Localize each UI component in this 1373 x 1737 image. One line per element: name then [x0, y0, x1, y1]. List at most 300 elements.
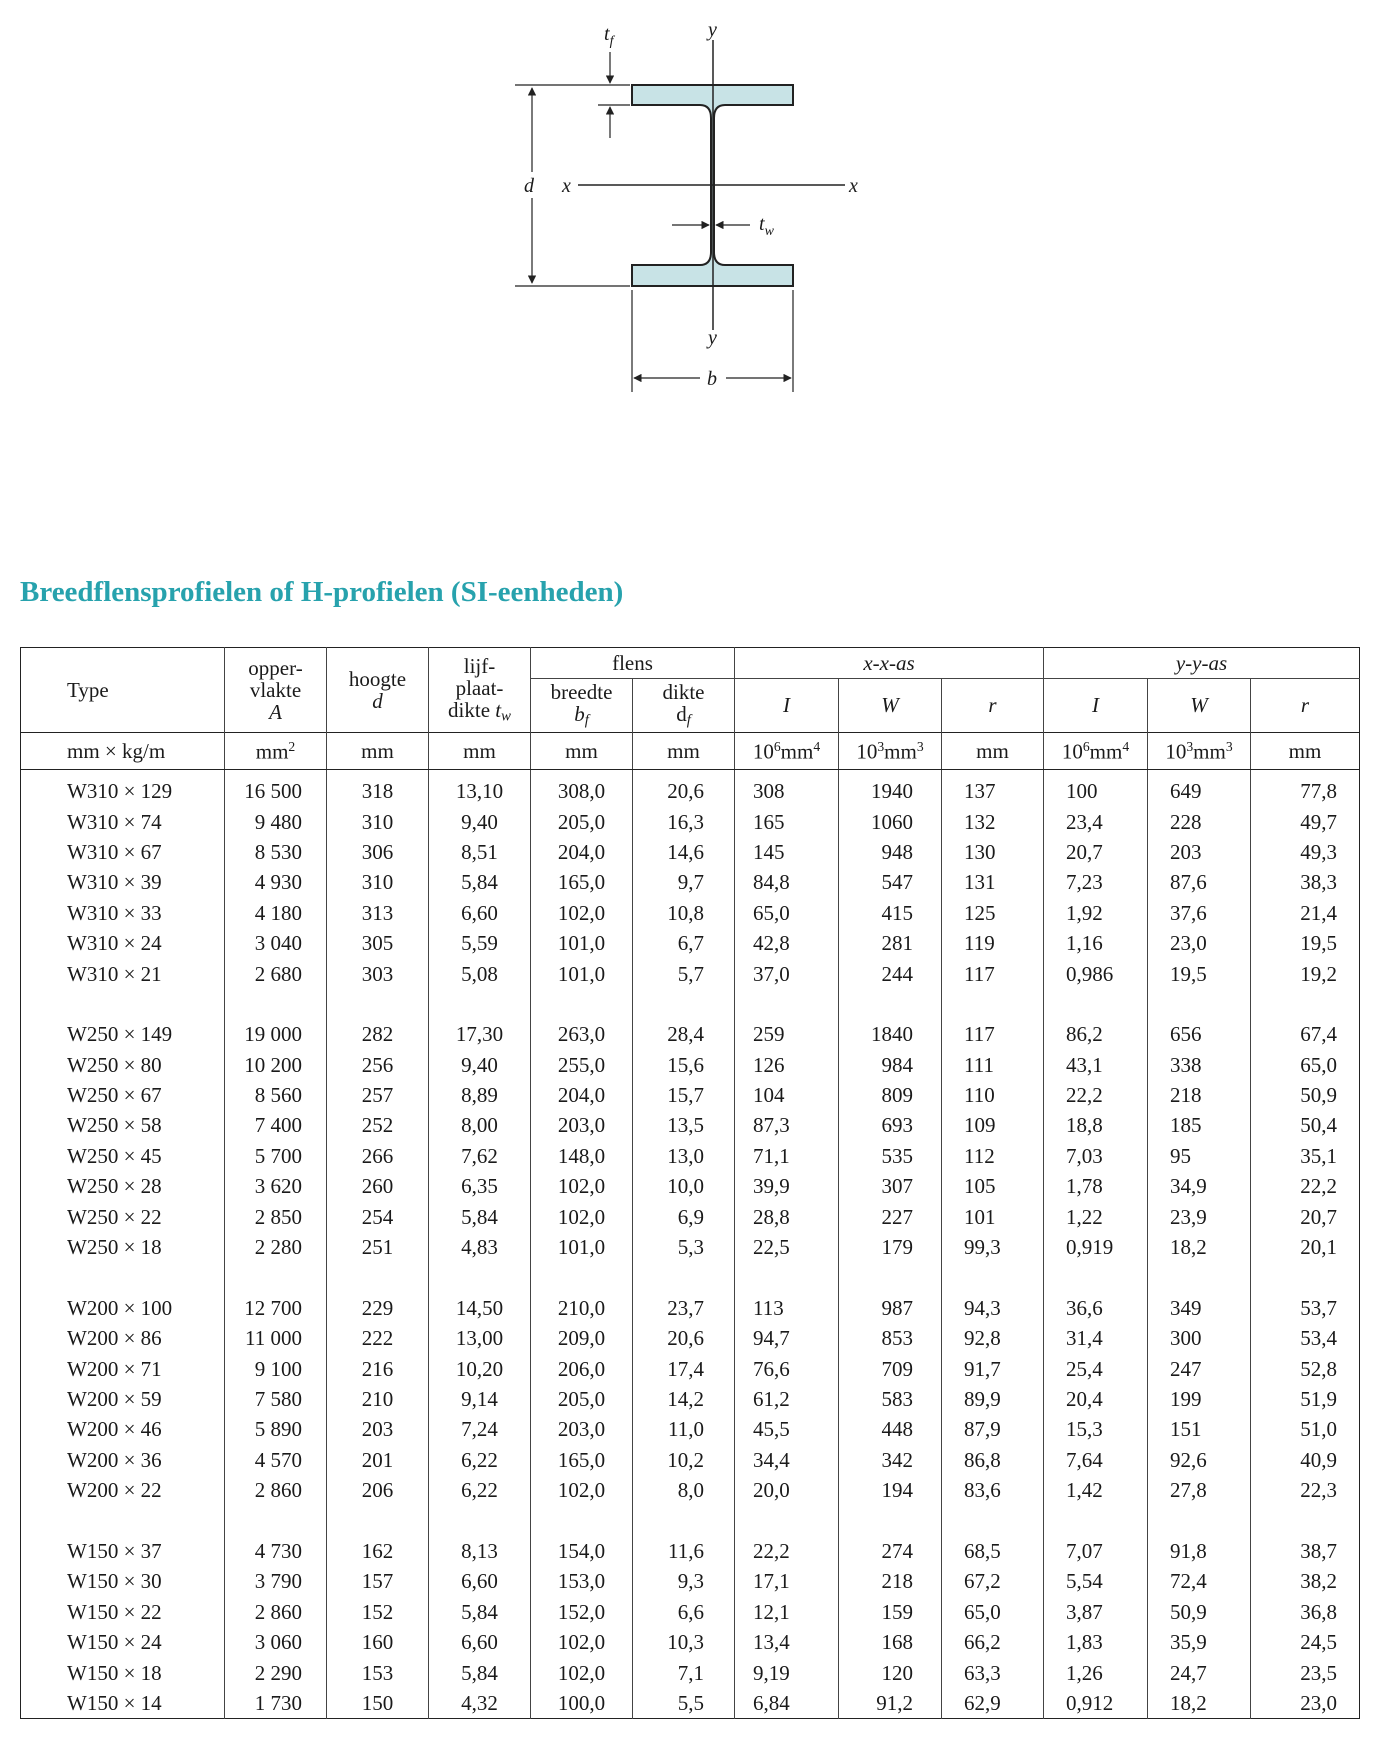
cell-area: 4 180 [225, 898, 327, 928]
y-bottom-label: y [708, 327, 717, 349]
group-spacer-row [21, 1262, 1360, 1292]
cell-rx: 119 [942, 928, 1044, 958]
cell-area: 4 930 [225, 867, 327, 897]
cell-area: 3 790 [225, 1566, 327, 1596]
cell-height: 210 [327, 1384, 429, 1414]
cell-flange-width: 165,0 [531, 1445, 633, 1475]
col-header-area [225, 648, 327, 733]
unit-area: $mm^2$ [225, 733, 327, 770]
tf-label: $t_f$ [604, 23, 614, 49]
cell-rx: 65,0 [942, 1597, 1044, 1627]
cell-flange-thickness: 6,7 [633, 928, 735, 958]
cell-web-thickness: 6,60 [429, 898, 531, 928]
flange-thickness-label: dikte [662, 680, 705, 705]
cell-ix: 42,8 [735, 928, 839, 958]
cell-type: W310 × 129 [21, 770, 225, 807]
cell-ix: 17,1 [735, 1566, 839, 1596]
cell-ix: 76,6 [735, 1353, 839, 1383]
cell-web-thickness: 14,50 [429, 1293, 531, 1323]
cell-web-thickness: 10,20 [429, 1353, 531, 1383]
cell-height: 251 [327, 1232, 429, 1262]
cell-height: 160 [327, 1627, 429, 1657]
x-right-label: x [849, 175, 858, 197]
cell-wx: 91,2 [839, 1688, 942, 1719]
cell-rx: 101 [942, 1201, 1044, 1231]
cell-flange-thickness: 23,7 [633, 1293, 735, 1323]
b-label: b [707, 368, 717, 390]
cell-area: 1 730 [225, 1688, 327, 1719]
cell-wy: 656 [1148, 1019, 1251, 1049]
cell-type: W250 × 67 [21, 1080, 225, 1110]
cell-rx: 131 [942, 867, 1044, 897]
cell-height: 282 [327, 1019, 429, 1049]
cell-web-thickness: 9,40 [429, 1050, 531, 1080]
cell-height: 162 [327, 1536, 429, 1566]
cell-flange-thickness: 9,7 [633, 867, 735, 897]
cell-wy: 203 [1148, 837, 1251, 867]
cell-ix: 22,2 [735, 1536, 839, 1566]
cell-rx: 109 [942, 1110, 1044, 1140]
cell-flange-thickness: 5,5 [633, 1688, 735, 1719]
cell-wx: 342 [839, 1445, 942, 1475]
cell-ix: 87,3 [735, 1110, 839, 1140]
cell-web-thickness: 4,32 [429, 1688, 531, 1719]
cell-iy: 1,26 [1044, 1657, 1148, 1687]
cell-rx: 62,9 [942, 1688, 1044, 1719]
cell-ry: 51,9 [1300, 1387, 1338, 1411]
cell-iy: 25,4 [1044, 1353, 1148, 1383]
cell-type: W310 × 67 [21, 837, 225, 867]
cell-flange-thickness: 16,3 [633, 806, 735, 836]
cell-flange-thickness: 10,8 [633, 898, 735, 928]
table-row [21, 1384, 1360, 1414]
cell-ry: 22,3 [1300, 1478, 1338, 1503]
cell-wx: 987 [839, 1293, 942, 1323]
cell-wy: 23,9 [1148, 1201, 1251, 1231]
cell-iy: 43,1 [1044, 1050, 1148, 1080]
cell-flange-thickness: 13,0 [633, 1141, 735, 1171]
cell-ix: 12,1 [735, 1597, 839, 1627]
col-header-wx: W [839, 679, 942, 733]
cell-area: 7 400 [225, 1110, 327, 1140]
cell-area: 12 700 [225, 1293, 327, 1323]
table-row [21, 958, 1360, 988]
cell-rx: 83,6 [942, 1475, 1044, 1505]
cell-type: W310 × 74 [21, 806, 225, 836]
cell-web-thickness: 6,60 [429, 1566, 531, 1596]
cell-web-thickness: 5,59 [429, 928, 531, 958]
cell-wx: 709 [839, 1353, 942, 1383]
cell-wy: 349 [1148, 1293, 1251, 1323]
table-row [21, 1293, 1360, 1323]
table-row [21, 1323, 1360, 1353]
cell-iy: 23,4 [1044, 806, 1148, 836]
table-row [21, 1050, 1360, 1080]
cell-height: 303 [327, 958, 429, 988]
cell-ry: 38,3 [1300, 870, 1338, 895]
height-symbol: d [372, 689, 383, 713]
page-title: Breedflensprofielen of H-profielen (SI-eenheden) [20, 576, 624, 608]
cell-web-thickness: 8,89 [429, 1080, 531, 1110]
cell-area: 19 000 [225, 1019, 327, 1049]
cell-ry: 50,9 [1300, 1083, 1338, 1108]
cell-flange-thickness: 13,5 [633, 1110, 735, 1140]
col-group-x-axis: x-x-as [735, 648, 1044, 679]
table-row [21, 1019, 1360, 1049]
cell-wx: 809 [839, 1080, 942, 1110]
cell-wy: 27,8 [1148, 1475, 1251, 1505]
cell-wy: 87,6 [1148, 867, 1251, 897]
cell-flange-width: 101,0 [531, 928, 633, 958]
cell-web-thickness: 13,10 [429, 770, 531, 807]
cell-flange-thickness: 17,4 [633, 1353, 735, 1383]
cell-wy: 19,5 [1148, 958, 1251, 988]
cell-wx: 218 [839, 1566, 942, 1596]
cell-area: 4 730 [225, 1536, 327, 1566]
web-header-line2: plaat- [455, 675, 504, 700]
cell-ry: 22,2 [1300, 1174, 1338, 1199]
cell-flange-width: 152,0 [531, 1597, 633, 1627]
web-header-line1: lijf- [463, 653, 496, 678]
cell-type: W150 × 37 [21, 1536, 225, 1566]
cell-flange-width: 203,0 [531, 1414, 633, 1444]
area-header-line1: opper- [248, 655, 303, 680]
cell-type: W250 × 22 [21, 1201, 225, 1231]
cell-ry: 49,3 [1300, 839, 1338, 864]
cell-web-thickness: 6,22 [429, 1475, 531, 1505]
cell-area: 2 290 [225, 1657, 327, 1687]
cell-iy: 18,8 [1044, 1110, 1148, 1140]
cell-ix: 39,9 [735, 1171, 839, 1201]
table-row [21, 1657, 1360, 1687]
cell-wx: 227 [839, 1201, 942, 1231]
table-row [21, 1627, 1360, 1657]
cell-wx: 194 [839, 1475, 942, 1505]
unit-ix: $10^6mm^4$ [735, 733, 839, 770]
cell-type: W150 × 14 [21, 1688, 225, 1719]
table-row [21, 1232, 1360, 1262]
cell-type: W200 × 36 [21, 1445, 225, 1475]
area-symbol: A [269, 700, 282, 725]
cell-ry: 38,7 [1300, 1538, 1338, 1563]
cell-rx: 132 [942, 806, 1044, 836]
cell-flange-thickness: 20,6 [633, 1323, 735, 1353]
cell-type: W200 × 100 [21, 1293, 225, 1323]
cell-height: 306 [327, 837, 429, 867]
cell-iy: 15,3 [1044, 1414, 1148, 1444]
cell-flange-width: 102,0 [531, 1657, 633, 1687]
cell-rx: 68,5 [942, 1536, 1044, 1566]
cell-flange-thickness: 20,6 [633, 770, 735, 807]
cell-web-thickness: 6,60 [429, 1627, 531, 1657]
cell-ry: 20,1 [1300, 1235, 1338, 1260]
cell-height: 257 [327, 1080, 429, 1110]
cell-iy: 20,7 [1044, 837, 1148, 867]
cell-rx: 117 [942, 1019, 1044, 1049]
cell-area: 2 860 [225, 1597, 327, 1627]
cell-type: W150 × 30 [21, 1566, 225, 1596]
cell-flange-width: 102,0 [531, 1201, 633, 1231]
cell-height: 256 [327, 1050, 429, 1080]
cell-height: 254 [327, 1201, 429, 1231]
cell-ry: 53,4 [1300, 1326, 1338, 1351]
col-header-rx: r [942, 679, 1044, 733]
cell-flange-thickness: 28,4 [633, 1019, 735, 1049]
cell-flange-width: 204,0 [531, 1080, 633, 1110]
cell-height: 229 [327, 1293, 429, 1323]
cell-flange-width: 263,0 [531, 1019, 633, 1049]
cell-web-thickness: 8,00 [429, 1110, 531, 1140]
cell-iy: 0,919 [1044, 1232, 1148, 1262]
cell-rx: 137 [942, 770, 1044, 807]
cell-wy: 151 [1148, 1414, 1251, 1444]
table-row [21, 1414, 1360, 1444]
table-row [21, 1353, 1360, 1383]
cell-flange-width: 203,0 [531, 1110, 633, 1140]
cell-ry: 38,2 [1300, 1569, 1338, 1594]
unit-web: mm [429, 733, 531, 770]
cell-height: 305 [327, 928, 429, 958]
cell-height: 222 [327, 1323, 429, 1353]
cell-wx: 281 [839, 928, 942, 958]
cell-flange-width: 102,0 [531, 898, 633, 928]
cell-flange-width: 165,0 [531, 867, 633, 897]
cell-height: 318 [327, 770, 429, 807]
table-row [21, 1445, 1360, 1475]
cell-area: 4 570 [225, 1445, 327, 1475]
cell-area: 5 890 [225, 1414, 327, 1444]
group-spacer-row [21, 1505, 1360, 1535]
cell-flange-thickness: 6,9 [633, 1201, 735, 1231]
table-row [21, 1080, 1360, 1110]
cell-wy: 35,9 [1148, 1627, 1251, 1657]
cell-flange-thickness: 14,6 [633, 837, 735, 867]
cell-ix: 45,5 [735, 1414, 839, 1444]
cell-ix: 259 [735, 1019, 839, 1049]
cell-iy: 100 [1044, 770, 1148, 807]
cell-iy: 7,64 [1044, 1445, 1148, 1475]
cell-height: 216 [327, 1353, 429, 1383]
cell-type: W200 × 71 [21, 1353, 225, 1383]
col-group-y-axis: y-y-as [1044, 648, 1360, 679]
cell-wy: 34,9 [1148, 1171, 1251, 1201]
cell-iy: 0,912 [1044, 1688, 1148, 1719]
cell-wy: 300 [1148, 1323, 1251, 1353]
cell-type: W250 × 149 [21, 1019, 225, 1049]
cell-iy: 5,54 [1044, 1566, 1148, 1596]
cell-type: W250 × 58 [21, 1110, 225, 1140]
cell-ix: 28,8 [735, 1201, 839, 1231]
col-header-flange-width [531, 679, 633, 733]
cell-type: W250 × 80 [21, 1050, 225, 1080]
cell-rx: 89,9 [942, 1384, 1044, 1414]
cell-ry: 19,2 [1300, 961, 1338, 986]
table-row [21, 770, 1360, 807]
i-beam-cross-section-figure [0, 0, 1373, 420]
cell-wy: 199 [1148, 1384, 1251, 1414]
flange-width-label: breedte [550, 680, 613, 705]
cell-flange-width: 101,0 [531, 958, 633, 988]
col-header-wy: W [1148, 679, 1251, 733]
cell-rx: 67,2 [942, 1566, 1044, 1596]
cell-wy: 23,0 [1148, 928, 1251, 958]
cell-height: 313 [327, 898, 429, 928]
cell-flange-width: 102,0 [531, 1171, 633, 1201]
cell-ry: 36,8 [1300, 1599, 1338, 1624]
cell-height: 201 [327, 1445, 429, 1475]
cell-type: W250 × 45 [21, 1141, 225, 1171]
unit-height: mm [327, 733, 429, 770]
cell-area: 7 580 [225, 1384, 327, 1414]
height-header-label: hoogte [348, 666, 407, 691]
cell-wy: 247 [1148, 1353, 1251, 1383]
cell-wy: 95 [1148, 1141, 1251, 1171]
web-header-line3: dikte $t_w$ [448, 697, 511, 725]
table-row [21, 928, 1360, 958]
section-properties-table [20, 647, 1360, 1719]
cell-wy: 50,9 [1148, 1597, 1251, 1627]
cell-flange-width: 206,0 [531, 1353, 633, 1383]
cell-ry: 77,8 [1300, 779, 1338, 804]
cell-wy: 72,4 [1148, 1566, 1251, 1596]
cell-height: 252 [327, 1110, 429, 1140]
cell-ry: 49,7 [1300, 809, 1338, 834]
flange-width-symbol: $b_f$ [574, 702, 589, 730]
cell-web-thickness: 9,14 [429, 1384, 531, 1414]
cell-ry: 19,5 [1300, 931, 1338, 956]
cell-wx: 274 [839, 1536, 942, 1566]
x-left-label: x [562, 175, 571, 197]
cell-wy: 185 [1148, 1110, 1251, 1140]
cell-height: 153 [327, 1657, 429, 1687]
cell-flange-thickness: 10,3 [633, 1627, 735, 1657]
cell-flange-width: 210,0 [531, 1293, 633, 1323]
cell-iy: 1,42 [1044, 1475, 1148, 1505]
cell-rx: 92,8 [942, 1323, 1044, 1353]
cell-flange-width: 308,0 [531, 770, 633, 807]
cell-ry: 53,7 [1300, 1295, 1338, 1320]
cell-wy: 338 [1148, 1050, 1251, 1080]
cell-area: 3 620 [225, 1171, 327, 1201]
cell-ix: 34,4 [735, 1445, 839, 1475]
table-row [21, 1536, 1360, 1566]
cell-area: 16 500 [225, 770, 327, 807]
cell-ry: 51,0 [1300, 1417, 1338, 1442]
cell-area: 8 530 [225, 837, 327, 867]
flange-thickness-symbol: $d_f$ [676, 702, 691, 730]
table-row [21, 1171, 1360, 1201]
y-top-label: y [708, 19, 717, 41]
cell-wx: 244 [839, 958, 942, 988]
cell-area: 5 700 [225, 1141, 327, 1171]
cell-wy: 649 [1148, 770, 1251, 807]
cell-rx: 86,8 [942, 1445, 1044, 1475]
table-row [21, 1475, 1360, 1505]
table-row [21, 1110, 1360, 1140]
cell-web-thickness: 5,84 [429, 867, 531, 897]
unit-flange-thickness: mm [633, 733, 735, 770]
cell-web-thickness: 6,35 [429, 1171, 531, 1201]
cell-flange-thickness: 15,7 [633, 1080, 735, 1110]
cell-type: W310 × 33 [21, 898, 225, 928]
cell-flange-thickness: 14,2 [633, 1384, 735, 1414]
cell-rx: 94,3 [942, 1293, 1044, 1323]
cell-iy: 7,23 [1044, 867, 1148, 897]
cell-wx: 984 [839, 1050, 942, 1080]
table-row [21, 806, 1360, 836]
cell-area: 9 480 [225, 806, 327, 836]
cell-wx: 448 [839, 1414, 942, 1444]
cell-flange-thickness: 8,0 [633, 1475, 735, 1505]
table-row [21, 1688, 1360, 1719]
cell-type: W310 × 24 [21, 928, 225, 958]
cell-web-thickness: 8,13 [429, 1536, 531, 1566]
cell-web-thickness: 4,83 [429, 1232, 531, 1262]
cell-ry: 40,9 [1300, 1447, 1338, 1472]
cell-height: 260 [327, 1171, 429, 1201]
cell-height: 152 [327, 1597, 429, 1627]
cell-height: 310 [327, 867, 429, 897]
cell-height: 150 [327, 1688, 429, 1719]
cell-rx: 91,7 [942, 1353, 1044, 1383]
cell-ry: 24,5 [1300, 1630, 1338, 1655]
cell-type: W150 × 22 [21, 1597, 225, 1627]
cell-ix: 126 [735, 1050, 839, 1080]
cell-iy: 1,22 [1044, 1201, 1148, 1231]
table-row [21, 898, 1360, 928]
cell-wy: 91,8 [1148, 1536, 1251, 1566]
cell-flange-thickness: 10,2 [633, 1445, 735, 1475]
cell-iy: 0,986 [1044, 958, 1148, 988]
col-header-ry: r [1300, 693, 1310, 718]
cell-ix: 13,4 [735, 1627, 839, 1657]
cell-type: W200 × 22 [21, 1475, 225, 1505]
cell-iy: 7,07 [1044, 1536, 1148, 1566]
cell-iy: 86,2 [1044, 1019, 1148, 1049]
cell-iy: 20,4 [1044, 1384, 1148, 1414]
cell-flange-width: 154,0 [531, 1536, 633, 1566]
cell-rx: 63,3 [942, 1657, 1044, 1687]
cell-wx: 1940 [839, 770, 942, 807]
cell-web-thickness: 5,84 [429, 1201, 531, 1231]
cell-rx: 105 [942, 1171, 1044, 1201]
cell-type: W250 × 28 [21, 1171, 225, 1201]
unit-wx: $10^3mm^3$ [839, 733, 942, 770]
cell-wx: 120 [839, 1657, 942, 1687]
cell-flange-width: 205,0 [531, 1384, 633, 1414]
cell-type: W200 × 59 [21, 1384, 225, 1414]
cell-flange-width: 255,0 [531, 1050, 633, 1080]
cell-wx: 547 [839, 867, 942, 897]
cell-area: 10 200 [225, 1050, 327, 1080]
cell-wx: 948 [839, 837, 942, 867]
cell-area: 3 060 [225, 1627, 327, 1657]
cell-web-thickness: 6,22 [429, 1445, 531, 1475]
cell-ix: 104 [735, 1080, 839, 1110]
unit-wy: $10^3mm^3$ [1148, 733, 1251, 770]
cell-wx: 583 [839, 1384, 942, 1414]
cell-ix: 94,7 [735, 1323, 839, 1353]
cell-wy: 24,7 [1148, 1657, 1251, 1687]
cell-ix: 9,19 [735, 1657, 839, 1687]
cell-iy: 7,03 [1044, 1141, 1148, 1171]
cell-ix: 71,1 [735, 1141, 839, 1171]
unit-iy: $10^6mm^4$ [1044, 733, 1148, 770]
cell-height: 266 [327, 1141, 429, 1171]
cell-wy: 18,2 [1148, 1232, 1251, 1262]
cell-wx: 179 [839, 1232, 942, 1262]
cell-area: 2 680 [225, 958, 327, 988]
